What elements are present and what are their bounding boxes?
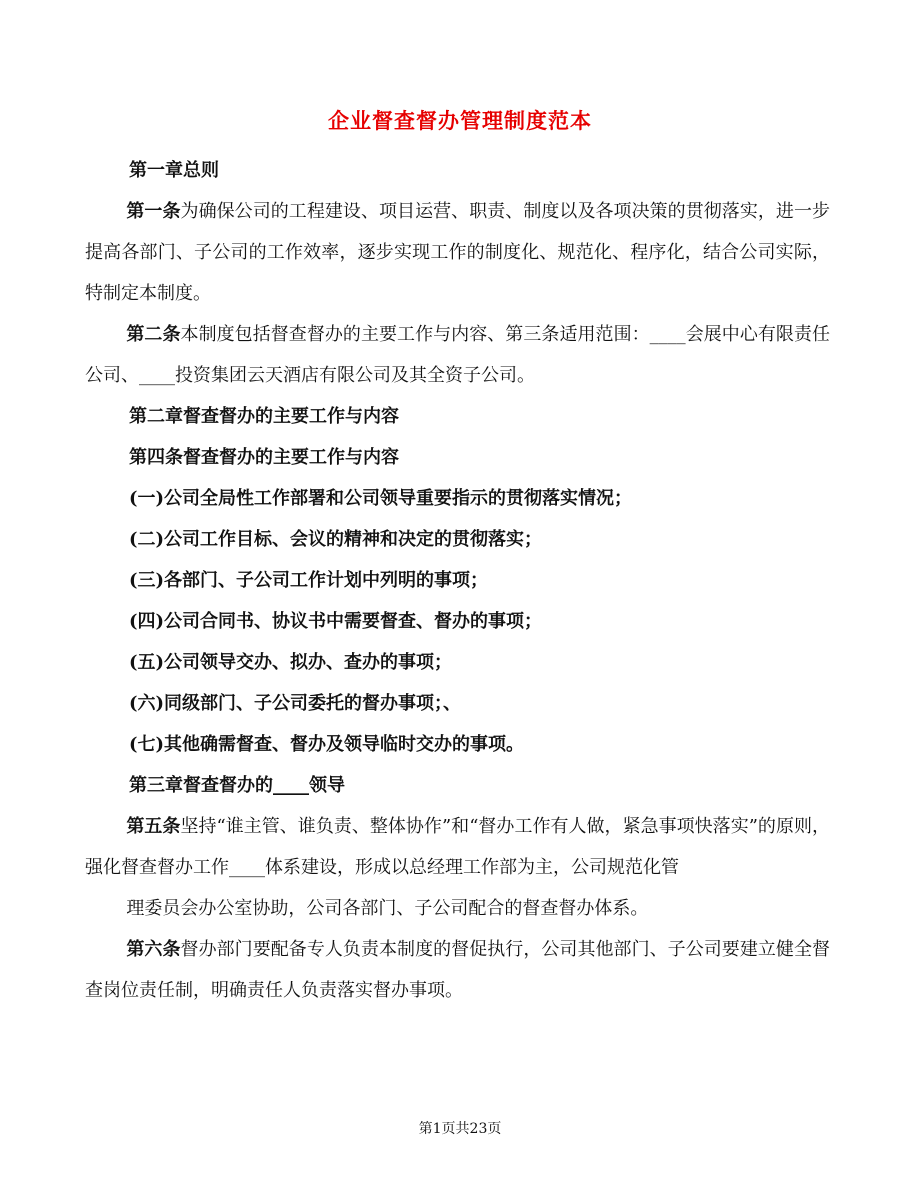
article-paragraph [85,314,830,396]
chapter-heading [85,150,830,191]
paragraph-text: 为确保公司的工程建设、项目运营、职责、制度以及各项决策的贯彻落实，进一步提高各部门、子公司的工作效率，逐步实现工作的制度化、规范化、程序化，结合公司实际，特制定本制度。 [85,201,831,304]
article-number: 第六条 [126,939,181,960]
chapter-heading [85,396,830,437]
article-paragraph [85,191,830,314]
continuation-paragraph [85,888,830,929]
page-number: 第1页共23页 [418,1121,502,1137]
paragraph-text: 理委员会办公室协助，公司各部门、子公司配合的督查督办体系。 [126,898,649,919]
list-item [85,601,830,642]
article-number: 第五条 [126,816,181,837]
article-paragraph [85,929,830,1011]
paragraph-text: 本制度包括督查督办的主要工作与内容、第三条适用范围：____会展中心有限责任公司、____投资集团云天酒店有限公司及其全资子公司。 [85,324,831,386]
paragraph-text: (一)公司全局性工作部署和公司领导重要指示的贯彻落实情况； [129,488,633,509]
paragraph-text: (六)同级部门、子公司委托的督办事项；、 [129,693,462,714]
article-paragraph [85,806,830,888]
list-item [85,724,830,765]
paragraph-text: 督办部门要配备专人负责本制度的督促执行，公司其他部门、子公司要建立健全督查岗位责任制，明确责任人负责落实督办事项。 [85,939,831,1001]
list-item [85,560,830,601]
paragraph-text: (二)公司工作目标、会议的精神和决定的贯彻落实； [129,529,543,550]
article-number: 第一条 [126,201,181,222]
list-item [85,519,830,560]
paragraph-text: 第一章总则 [129,160,219,181]
paragraph-text: 坚持“谁主管、谁负责、整体协作”和“督办工作有人做，紧急事项快落实”的原则，强化督查督办工作____体系建设，形成以总经理工作部为主，公司规范化管 [85,816,830,878]
list-item [85,478,830,519]
article-heading [85,437,830,478]
list-item [85,683,830,724]
list-item [85,642,830,683]
paragraph-text: 第四条督查督办的主要工作与内容 [129,447,399,468]
document-title: 企业督查督办管理制度范本 [328,109,592,133]
article-number: 第二条 [126,324,181,345]
paragraph-text: 第三章督查督办的____领导 [129,775,345,796]
paragraph-text: (三)各部门、子公司工作计划中列明的事项； [129,570,489,591]
document-body [85,150,830,1011]
chapter-heading [85,765,830,806]
paragraph-text: (七)其他确需督查、督办及领导临时交办的事项。 [129,734,525,755]
paragraph-text: (五)公司领导交办、拟办、查办的事项； [129,652,453,673]
paragraph-text: 第二章督查督办的主要工作与内容 [129,406,399,427]
paragraph-text: (四)公司合同书、协议书中需要督查、督办的事项； [129,611,543,632]
